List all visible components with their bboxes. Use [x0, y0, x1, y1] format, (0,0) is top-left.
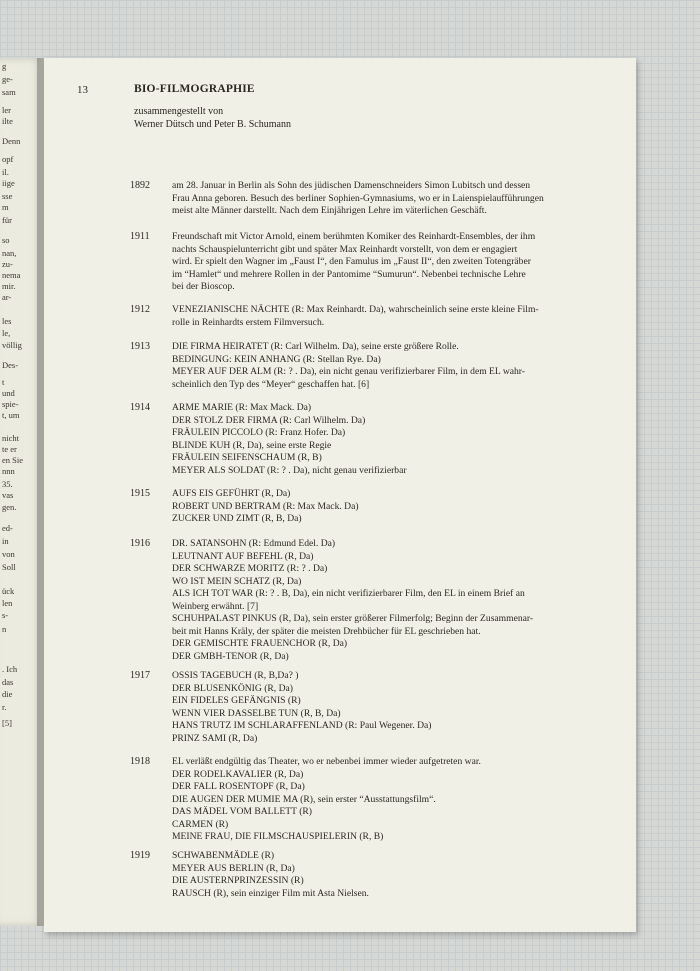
- entry-year: 1918: [130, 756, 150, 767]
- entry-line: FRÄULEIN PICCOLO (R: Franz Hofer. Da): [172, 427, 346, 438]
- entry-line: DER BLUSENKÖNIG (R, Da): [172, 682, 293, 694]
- entry-line: OSSIS TAGEBUCH (R, B,Da? ): [172, 670, 299, 681]
- left-page-fragment: sse: [2, 191, 13, 201]
- left-page-fragment: les: [2, 316, 12, 326]
- left-page-fragment: s-: [2, 610, 9, 620]
- left-page-fragment: m: [2, 202, 9, 212]
- compiled-by-label: zusammengestellt von: [134, 106, 224, 117]
- left-page-fragment: len: [2, 598, 13, 608]
- left-page-fragment: te er: [2, 444, 17, 454]
- entry-year: 1915: [130, 488, 150, 499]
- entry-line: DIE FIRMA HEIRATET (R: Carl Wilhelm. Da), seine erste größere Rolle.: [172, 341, 459, 352]
- left-page-fragment: nan,: [2, 248, 17, 258]
- left-page-fragment: gen.: [2, 502, 17, 512]
- entry-line: meist alte Männer darstellt. Nach dem Einjährigen Lehre im väterlichen Geschäft.: [172, 205, 487, 216]
- entry-line: Freundschaft mit Victor Arnold, einem berühmten Komiker des Reinhardt-Ensembles, der ihm: [172, 231, 536, 242]
- page-number: 13: [77, 84, 88, 96]
- entry-line: bei der Bioscop.: [172, 281, 235, 292]
- entry-line: LEUTNANT AUF BEFEHL (R, Da): [172, 550, 314, 562]
- entry-line: DER GEMISCHTE FRAUENCHOR (R, Da): [172, 638, 348, 649]
- left-page-fragment: ed-: [2, 523, 13, 533]
- left-page-fragment: ge-: [2, 74, 13, 84]
- entry-line: DER FALL ROSENTOPF (R, Da): [172, 781, 305, 792]
- left-page-fragment: n: [2, 624, 7, 634]
- left-page-fragment: mir.: [2, 281, 16, 291]
- left-page-fragment: spie-: [2, 399, 19, 409]
- entry-line: ARME MARIE (R: Max Mack. Da): [172, 402, 312, 413]
- left-page-fragment: ilte: [2, 116, 13, 126]
- left-page-fragment: en Sie: [2, 455, 24, 465]
- entry-line: beit mit Hanns Kräly, der später die meisten Drehbücher für EL geschrieben hat.: [172, 625, 481, 637]
- entry-line: AUFS EIS GEFÜHRT (R, Da): [172, 488, 291, 499]
- entry-line: WENN VIER DASSELBE TUN (R, B, Da): [172, 707, 341, 719]
- left-page-fragment: in: [2, 536, 9, 546]
- entry-line: DR. SATANSOHN (R: Edmund Edel. Da): [172, 538, 336, 549]
- left-page-fragment: das: [2, 677, 14, 687]
- entry-line: MEYER AUS BERLIN (R, Da): [172, 862, 295, 874]
- left-page-fragment: so: [2, 235, 10, 245]
- left-page-fragment: von: [2, 549, 15, 559]
- entry-line: CARMEN (R): [172, 818, 229, 830]
- left-page-fragment: nnn: [2, 466, 15, 476]
- entry-text: [172, 231, 535, 294]
- entry-year: 1916: [130, 538, 150, 549]
- entry-line: DER SCHWARZE MORITZ (R: ? . Da): [172, 563, 328, 574]
- entry-text: [172, 850, 369, 900]
- right-page: [44, 58, 636, 932]
- entry-line: BEDINGUNG: KEIN ANHANG (R: Stellan Rye. Da): [172, 353, 381, 365]
- left-page-fragment: il.: [2, 167, 9, 177]
- entry-line: EIN FIDELES GEFÄNGNIS (R): [172, 695, 301, 706]
- entry-line: ALS ICH TOT WAR (R: ? . B, Da), ein nicht verifizierbarer Film, den EL in einem Brief an: [172, 588, 525, 599]
- entry-line: MEYER ALS SOLDAT (R: ? . Da), nicht genau verifizierbar: [172, 464, 407, 476]
- entry-year: 1912: [130, 304, 150, 315]
- left-page-fragment: Denn: [2, 136, 21, 146]
- entry-line: im “Hamlet“ und mehrere Rollen in der Pantomime “Sumurun“. Nebenbei technische Lehre: [172, 268, 526, 280]
- entry-year: 1917: [130, 670, 150, 681]
- entry-line: scheinlich den Typ des “Meyer“ geschaffen hat. [6]: [172, 378, 370, 390]
- entry-year: 1911: [130, 231, 150, 242]
- left-page-fragment: die: [2, 689, 13, 699]
- entry-line: DIE AUSTERNPRINZESSIN (R): [172, 875, 304, 886]
- left-page-fragment: 35.: [2, 479, 13, 489]
- entry-line: BLINDE KUH (R, Da), seine erste Regie: [172, 439, 332, 451]
- entry-line: ZUCKER UND ZIMT (R, B, Da): [172, 513, 302, 524]
- entry-line: SCHWABENMÄDLE (R): [172, 850, 275, 861]
- left-page-fragment: [5]: [2, 718, 12, 728]
- entry-line: MEINE FRAU, DIE FILMSCHAUSPIELERIN (R, B): [172, 831, 384, 842]
- left-page-fragment: und: [2, 388, 15, 398]
- left-page-fragment: nema: [2, 270, 21, 280]
- left-page-fragment: ück: [2, 586, 15, 596]
- left-page-fragment: le,: [2, 328, 11, 338]
- entry-line: nachts Schauspielunterricht gibt und später Max Reinhardt vorstellt, von dem er engagiert: [172, 243, 518, 255]
- entry-year: 1913: [130, 341, 150, 352]
- entry-line: WO IST MEIN SCHATZ (R, Da): [172, 575, 302, 587]
- entry-line: Weinberg erwähnt. [7]: [172, 600, 259, 612]
- left-page-fragment: Soll: [2, 562, 16, 572]
- entry-line: HANS TRUTZ IM SCHLARAFFENLAND (R: Paul Wegener. Da): [172, 720, 432, 731]
- entry-line: VENEZIANISCHE NÄCHTE (R: Max Reinhardt. Da), wahrscheinlich seine erste kleine Film-: [172, 304, 539, 315]
- entry-year: 1892: [130, 180, 150, 191]
- left-page-fragment: sam: [2, 87, 16, 97]
- authors-line: Werner Dütsch und Peter B. Schumann: [134, 119, 291, 130]
- left-page-fragment: opf: [2, 154, 14, 164]
- entry-text: [172, 670, 432, 745]
- entry-text: [172, 180, 544, 218]
- left-page-fragment: g: [2, 61, 7, 71]
- entry-text: [172, 304, 539, 329]
- entry-text: [172, 402, 407, 477]
- entry-line: Frau Anna geboren. Besuch des berliner Sophien-Gymnasiums, wo er in Laienspielaufführungen: [172, 192, 544, 204]
- entry-line: PRINZ SAMI (R, Da): [172, 732, 258, 744]
- entry-line: DAS MÄDEL VOM BALLETT (R): [172, 806, 312, 817]
- entry-line: SCHUHPALAST PINKUS (R, Da), sein erster größerer Filmerfolg; Beginn der Zusammenar-: [172, 613, 534, 624]
- left-page-fragment: ler: [2, 105, 11, 115]
- entry-text: [172, 341, 525, 391]
- entry-line: DER GMBH-TENOR (R, Da): [172, 650, 289, 662]
- entry-line: wird. Er spielt den Wagner im „Faust I“, den Famulus im „Faust II“, den zweiten Totengräber: [172, 256, 531, 267]
- left-page-fragment: für: [2, 215, 12, 225]
- left-page-fragment: t, um: [2, 410, 20, 420]
- left-page-fragment: t: [2, 377, 5, 387]
- left-page-fragment: vas: [2, 490, 14, 500]
- left-page-fragment: völlig: [2, 340, 22, 350]
- left-page-fragment: iige: [2, 178, 15, 188]
- entry-line: DER STOLZ DER FIRMA (R: Carl Wilhelm. Da): [172, 414, 366, 426]
- entry-year: 1919: [130, 850, 150, 861]
- left-page-fragment: r.: [2, 702, 7, 712]
- left-page-fragment: zu-: [2, 259, 13, 269]
- entry-line: RAUSCH (R), sein einziger Film mit Asta Nielsen.: [172, 887, 369, 899]
- left-page-fragment: Des-: [2, 360, 19, 370]
- entry-text: [172, 488, 359, 526]
- left-page-fragment: nicht: [2, 433, 19, 443]
- entry-text: [172, 538, 533, 663]
- entry-line: MEYER AUF DER ALM (R: ? . Da), ein nicht genau verifizierbarer Film, in dem EL wahr-: [172, 366, 526, 377]
- page-title: BIO-FILMOGRAPHIE: [134, 83, 255, 95]
- entry-line: ROBERT UND BERTRAM (R: Max Mack. Da): [172, 500, 359, 512]
- entry-line: EL verläßt endgültig das Theater, wo er nebenbei immer wieder aufgetreten war.: [172, 756, 481, 767]
- entry-text: [172, 756, 481, 844]
- left-page-fragment: ar-: [2, 292, 12, 302]
- left-page-fragment: . Ich: [2, 664, 18, 674]
- entry-line: am 28. Januar in Berlin als Sohn des jüdischen Damenschneiders Simon Lubitsch und dessen: [172, 180, 531, 191]
- entry-line: FRÄULEIN SEIFENSCHAUM (R, B): [172, 452, 322, 463]
- entry-line: DIE AUGEN DER MUMIE MA (R), sein erster “Ausstattungsfilm“.: [172, 793, 436, 805]
- entry-line: DER RODELKAVALIER (R, Da): [172, 768, 304, 780]
- entry-line: rolle in Reinhardts erstem Filmversuch.: [172, 316, 325, 328]
- entry-year: 1914: [130, 402, 150, 413]
